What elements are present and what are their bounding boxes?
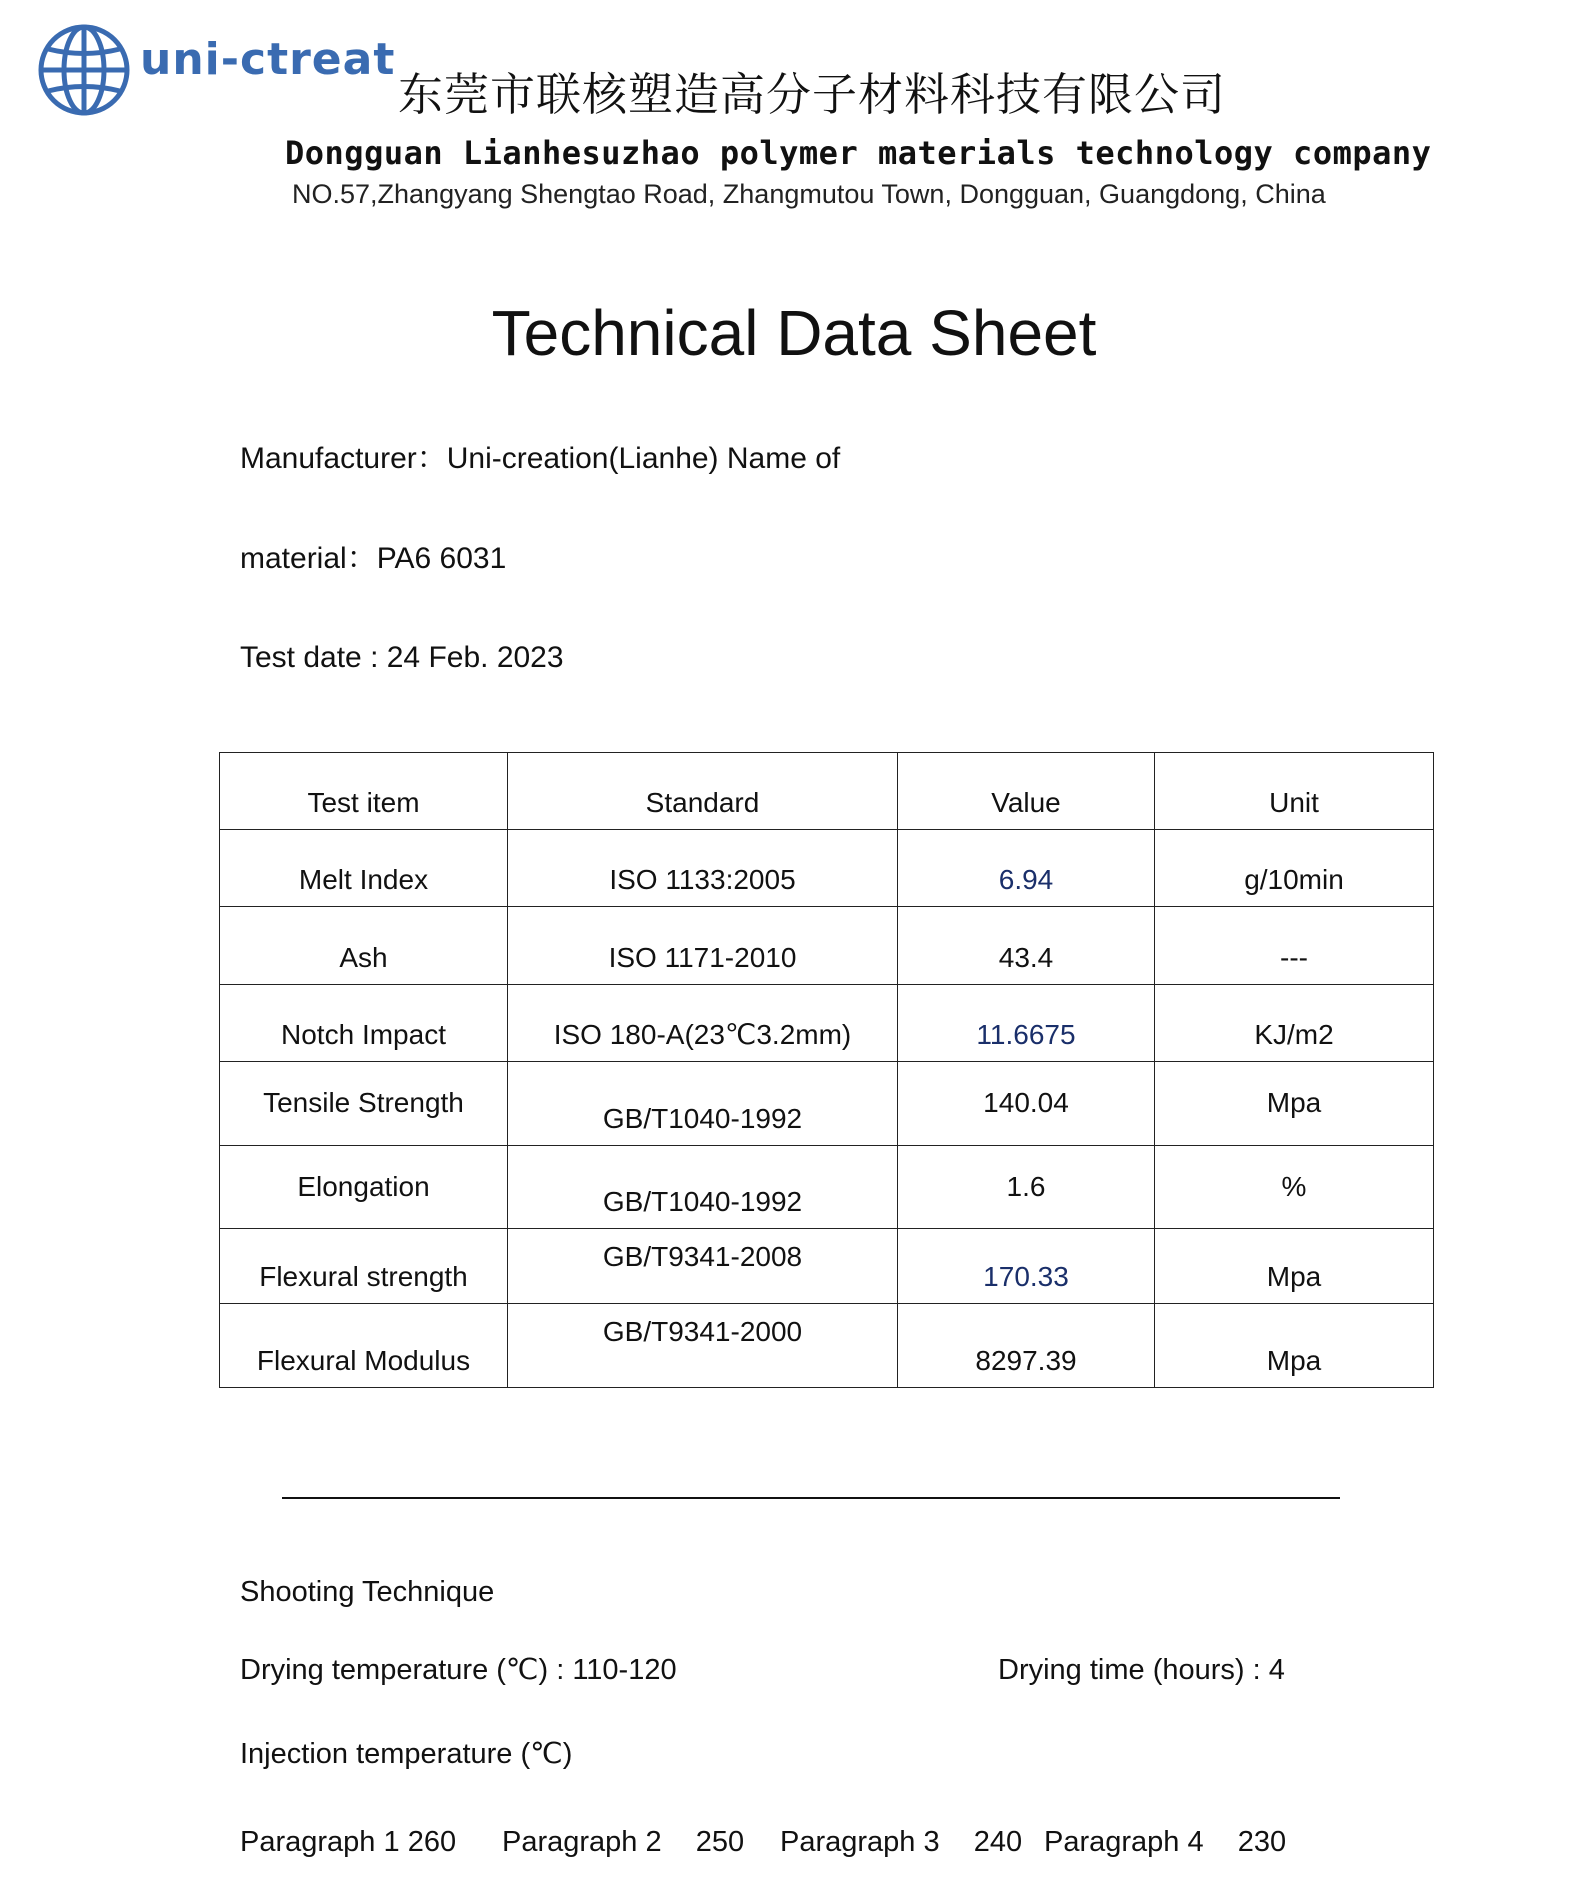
cell-test-item: Melt Index xyxy=(220,830,508,907)
cell-standard: ISO 1171-2010 xyxy=(508,907,898,985)
cell-test-item: Notch Impact xyxy=(220,985,508,1062)
table-header-row xyxy=(220,753,1434,830)
table-row xyxy=(220,1146,1434,1229)
cell-standard: GB/T1040-1992 xyxy=(508,1146,898,1229)
paragraph-1 xyxy=(240,1827,456,1859)
table-row xyxy=(220,830,1434,907)
manufacturer-line: Manufacturer：Uni-creation(Lianhe) Name of xyxy=(240,442,841,475)
cell-standard: GB/T9341-2008 xyxy=(508,1229,898,1304)
cell-standard: ISO 1133:2005 xyxy=(508,830,898,907)
cell-value: 170.33 xyxy=(898,1229,1155,1304)
globe-logo-icon xyxy=(36,22,132,118)
cell-test-item: Elongation xyxy=(220,1146,508,1229)
table-row xyxy=(220,907,1434,985)
header-test-item: Test item xyxy=(220,753,508,830)
material-line: material：PA6 6031 xyxy=(240,542,507,575)
header-unit: Unit xyxy=(1155,753,1434,830)
cell-test-item: Ash xyxy=(220,907,508,985)
paragraph-2 xyxy=(502,1827,744,1859)
cell-unit: g/10min xyxy=(1155,830,1434,907)
paragraph-value: 230 xyxy=(1237,1826,1287,1858)
paragraph-4 xyxy=(1044,1827,1286,1859)
cell-value: 140.04 xyxy=(898,1062,1155,1146)
header-standard: Standard xyxy=(508,753,898,830)
table-row xyxy=(220,1062,1434,1146)
cell-unit: KJ/m2 xyxy=(1155,985,1434,1062)
table-row xyxy=(220,1304,1434,1388)
page-title: Technical Data Sheet xyxy=(491,297,1097,369)
company-address: NO.57,Zhangyang Shengtao Road, Zhangmutou Town, Dongguan, Guangdong, China xyxy=(292,179,1326,209)
brand-wordmark: uni-ctreat xyxy=(140,34,396,85)
cell-value: 8297.39 xyxy=(898,1304,1155,1388)
shooting-technique-heading: Shooting Technique xyxy=(240,1576,495,1608)
cell-standard: ISO 180-A(23℃3.2mm) xyxy=(508,985,898,1062)
cell-unit: Mpa xyxy=(1155,1062,1434,1146)
paragraph-label: Paragraph 1 xyxy=(240,1826,400,1858)
paragraph-value: 240 xyxy=(973,1826,1023,1858)
drying-temperature: Drying temperature (℃) : 110-120 xyxy=(240,1654,677,1686)
cell-standard: GB/T1040-1992 xyxy=(508,1062,898,1146)
cell-test-item: Flexural Modulus xyxy=(220,1304,508,1388)
test-date-line: Test date : 24 Feb. 2023 xyxy=(240,641,564,674)
header-value: Value xyxy=(898,753,1155,830)
cell-unit: --- xyxy=(1155,907,1434,985)
cell-value: 6.94 xyxy=(898,830,1155,907)
technical-data-table xyxy=(219,752,1434,1388)
paragraph-3 xyxy=(780,1827,1022,1859)
table-row xyxy=(220,985,1434,1062)
drying-time: Drying time (hours) : 4 xyxy=(998,1654,1285,1686)
company-name-chinese: 东莞市联核塑造高分子材料科技有限公司 xyxy=(398,68,1227,121)
company-name-english: Dongguan Lianhesuzhao polymer materials technology company xyxy=(285,134,1432,172)
cell-value: 11.6675 xyxy=(898,985,1155,1062)
cell-value: 43.4 xyxy=(898,907,1155,985)
cell-test-item: Tensile Strength xyxy=(220,1062,508,1146)
paragraph-label: Paragraph 2 xyxy=(502,1826,662,1858)
cell-unit: % xyxy=(1155,1146,1434,1229)
cell-value: 1.6 xyxy=(898,1146,1155,1229)
paragraph-label: Paragraph 3 xyxy=(780,1826,940,1858)
paragraph-value: 250 xyxy=(695,1826,745,1858)
cell-test-item: Flexural strength xyxy=(220,1229,508,1304)
horizontal-divider xyxy=(282,1497,1340,1499)
cell-unit: Mpa xyxy=(1155,1304,1434,1388)
cell-unit: Mpa xyxy=(1155,1229,1434,1304)
paragraph-label: Paragraph 4 xyxy=(1044,1826,1204,1858)
injection-temperature: Injection temperature (℃) xyxy=(240,1738,573,1770)
cell-standard: GB/T9341-2000 xyxy=(508,1304,898,1388)
paragraph-value: 260 xyxy=(407,1826,457,1858)
table-row xyxy=(220,1229,1434,1304)
